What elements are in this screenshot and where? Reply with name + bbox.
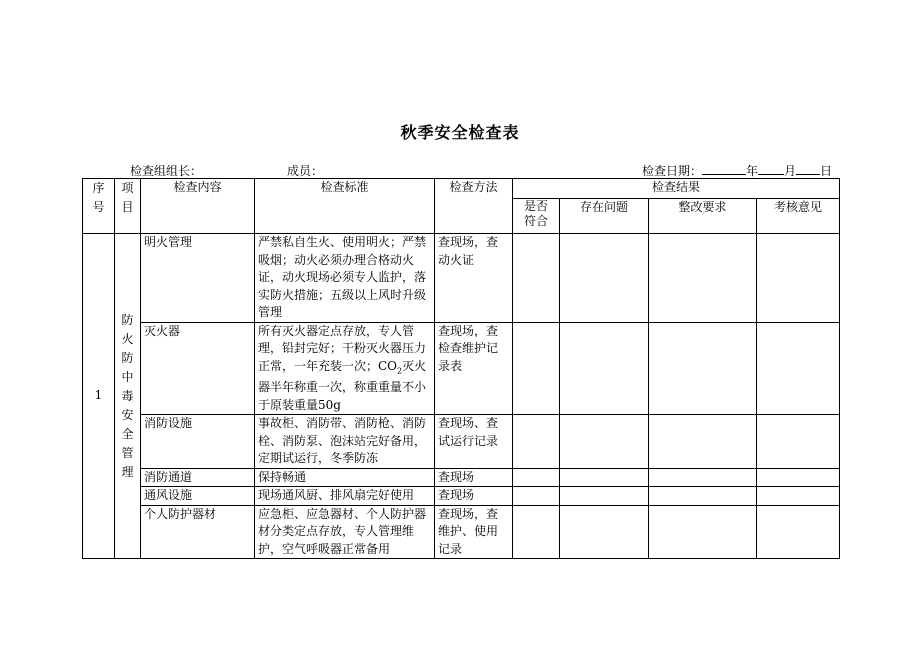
opinion-cell[interactable] [757, 468, 840, 487]
month-blank [758, 162, 784, 175]
header-method: 检查方法 [435, 179, 513, 234]
problem-cell[interactable] [560, 468, 649, 487]
problem-cell[interactable] [560, 505, 649, 559]
header-item: 项目 [115, 179, 141, 234]
opinion-cell[interactable] [757, 487, 840, 506]
rectify-cell[interactable] [649, 234, 757, 323]
members-label: 成员： [287, 164, 324, 178]
opinion-cell[interactable] [757, 505, 840, 559]
row-method: 查现场 [435, 487, 513, 506]
row-standard: 严禁私自生火、使用明火；严禁吸烟；动火必须办理合格动火证，动火现场必须专人监护，落实防火措施；五级以上风时升级管理 [255, 234, 435, 323]
row-content: 灭火器 [141, 322, 255, 415]
row-content: 明火管理 [141, 234, 255, 323]
row-content: 通风设施 [141, 487, 255, 506]
conform-cell[interactable] [513, 415, 560, 469]
row-standard: 保持畅通 [255, 468, 435, 487]
rectify-cell[interactable] [649, 322, 757, 415]
inspection-date [642, 162, 832, 179]
rectify-cell[interactable] [649, 505, 757, 559]
header-content: 检查内容 [141, 179, 255, 234]
header-seq: 序号 [83, 179, 115, 234]
table-row [83, 468, 840, 487]
section-name: 防火防中毒安全管理 [115, 234, 141, 559]
day-blank [796, 162, 820, 175]
conform-cell[interactable] [513, 322, 560, 415]
row-method: 查现场，查动火证 [435, 234, 513, 323]
rectify-cell[interactable] [649, 487, 757, 506]
row-content: 个人防护器材 [141, 505, 255, 559]
table-row [83, 487, 840, 506]
row-content: 消防设施 [141, 415, 255, 469]
header-result: 检查结果 [513, 179, 840, 199]
row-standard: 应急柜、应急器材、个人防护器材分类定点存放，专人管理维护，空气呼吸器正常备用 [255, 505, 435, 559]
table-row [83, 505, 840, 559]
problem-cell[interactable] [560, 322, 649, 415]
table-row [83, 322, 840, 415]
opinion-cell[interactable] [757, 415, 840, 469]
opinion-cell[interactable] [757, 322, 840, 415]
header-standard: 检查标准 [255, 179, 435, 234]
section-seq: 1 [83, 234, 115, 559]
year-label: 年 [746, 164, 759, 178]
conform-cell[interactable] [513, 234, 560, 323]
problem-cell[interactable] [560, 234, 649, 323]
date-label: 检查日期： [642, 164, 703, 178]
header-opinion: 考核意见 [757, 199, 840, 234]
page-title: 秋季安全检查表 [400, 123, 520, 142]
inspection-table [82, 178, 840, 559]
row-method: 查现场 [435, 468, 513, 487]
day-label: 日 [820, 164, 833, 178]
row-method: 查现场、查试运行记录 [435, 415, 513, 469]
row-method: 查现场，查维护、使用记录 [435, 505, 513, 559]
rectify-cell[interactable] [649, 468, 757, 487]
table-row [83, 415, 840, 469]
row-content: 消防通道 [141, 468, 255, 487]
table-row [83, 234, 840, 323]
row-standard: 现场通风厨、排风扇完好使用 [255, 487, 435, 506]
header-problem: 存在问题 [560, 199, 649, 234]
conform-cell[interactable] [513, 505, 560, 559]
header-rectify: 整改要求 [649, 199, 757, 234]
row-method: 查现场，查检查维护记录表 [435, 322, 513, 415]
opinion-cell[interactable] [757, 234, 840, 323]
row-standard: 所有灭火器定点存放，专人管理，铅封完好；干粉灭火器压力正常，一年充装一次；$CO_2$灭火器半年称重一次，称重重量不小于原装重量50g [255, 322, 435, 415]
month-label: 月 [784, 164, 797, 178]
rectify-cell[interactable] [649, 415, 757, 469]
year-blank [702, 162, 746, 175]
header-conform: 是否符合 [513, 199, 560, 234]
leader-label: 检查组组长： [130, 164, 203, 178]
problem-cell[interactable] [560, 487, 649, 506]
row-standard: 事故柜、消防带、消防枪、消防栓、消防泵、泡沫站完好备用，定期试运行，冬季防冻 [255, 415, 435, 469]
conform-cell[interactable] [513, 487, 560, 506]
problem-cell[interactable] [560, 415, 649, 469]
conform-cell[interactable] [513, 468, 560, 487]
